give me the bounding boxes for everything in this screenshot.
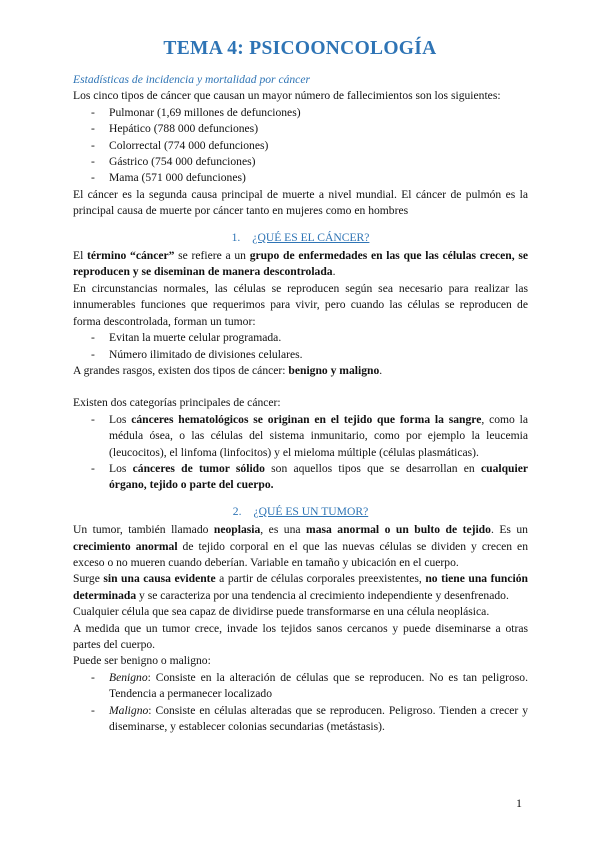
list-item: - Colorrectal (774 000 defunciones)	[73, 138, 528, 154]
section-heading-cancer: 1. ¿QUÉ ES EL CÁNCER?	[231, 230, 370, 244]
list-item: - Hepático (788 000 defunciones)	[73, 121, 528, 137]
page-number: 1	[516, 796, 522, 810]
list-item: - Número ilimitado de divisiones celulares.	[73, 347, 528, 363]
list-dash: -	[91, 155, 95, 169]
tumor-growth: A medida que un tumor crece, invade los tejidos sanos cercanos y puede diseminarse a otras partes del cuerpo.	[73, 621, 528, 651]
list-dash: -	[91, 105, 95, 119]
cancer-types-paragraph: A grandes rasgos, existen dos tipos de cáncer: benigno y maligno.	[73, 363, 383, 377]
list-item-malignant: - Maligno: Consiste en células alteradas que se reproducen. Peligroso. Tienden a crecer y diseminarse, y establecer colonias secundarias (metástasis).	[91, 703, 528, 734]
tumor-types-list	[73, 670, 528, 736]
list-item: - Gástrico (754 000 defunciones)	[73, 154, 528, 170]
tumor-cell-transformation: Cualquier célula que sea capaz de dividirse puede transformarse en una célula neoplásica.	[73, 605, 490, 619]
tumor-characteristics-list	[73, 330, 528, 363]
cancer-categories-lead: Existen dos categorías principales de cáncer:	[73, 396, 281, 410]
list-item-solid-tumor: - Los cánceres de tumor sólido son aquellos tipos que se desarrollan en cualquier órgano, tejido o parte del cuerpo.	[91, 461, 528, 492]
list-item-benign: - Benigno: Consiste en la alteración de células que se reproducen. No es tan peligroso. Tendencia a permanecer localizado	[91, 670, 528, 701]
tumor-types-lead: Puede ser benigno o maligno:	[73, 654, 211, 668]
list-dash: -	[91, 138, 95, 152]
list-dash: -	[91, 122, 95, 136]
cancer-categories-list	[73, 412, 528, 494]
list-dash: -	[91, 670, 95, 684]
list-item: - Evitan la muerte celular programada.	[73, 330, 528, 346]
statistics-subtitle: Estadísticas de incidencia y mortalidad por cáncer	[73, 73, 310, 86]
cancer-definition: El término “cáncer” se refiere a un grupo de enfermedades en las que las células crecen, se reproducen y se diseminan de manera descontrolada.	[73, 249, 528, 279]
document-title: TEMA 4: PSICOONCOLOGÍA	[163, 38, 437, 59]
document-body	[73, 72, 528, 735]
cancer-normal-circumstances: En circunstancias normales, las células se reproducen según sea necesario para realizar las innumerables funciones que requerimos para vivir, pero cuando las células se reproducen de forma descontrolada, forman un tumor:	[73, 281, 528, 328]
list-dash: -	[91, 171, 95, 185]
section-heading-tumor: 2. ¿QUÉ ES UN TUMOR?	[232, 504, 369, 518]
statistics-closing: El cáncer es la segunda causa principal de muerte a nivel mundial. El cáncer de pulmón es la principal causa de muerte por cáncer tanto en mujeres como en hombres	[73, 187, 528, 218]
list-dash: -	[91, 331, 95, 345]
list-item-hematologic: - Los cánceres hematológicos se originan en el tejido que forma la sangre, como la médula ósea, o las células del sistema inmunitario, como por ejemplo la leucemia (leucocitos), el linfoma (linfocitos) y el mieloma múltiple (células plasmáticas).	[91, 412, 528, 459]
list-dash: -	[91, 412, 95, 426]
tumor-definition: Un tumor, también llamado neoplasia, es una masa anormal o un bulto de tejido. Es un crecimiento anormal de tejido corporal en el que las nuevas células se dividen y crecen en exceso o no mueren cuando deberían. Variable en tamaño y ubicación en el cuerpo.	[73, 523, 528, 569]
cancer-types-list	[73, 105, 528, 187]
list-dash: -	[91, 703, 95, 717]
list-dash: -	[91, 347, 95, 361]
list-item: - Pulmonar (1,69 millones de defunciones)	[73, 105, 528, 121]
tumor-origin: Surge sin una causa evidente a partir de células corporales preexistentes, no tiene una función determinada y se caracteriza por una tendencia al crecimiento independiente y desenfrenado.	[73, 572, 528, 602]
list-dash: -	[91, 461, 95, 475]
statistics-lead: Los cinco tipos de cáncer que causan un mayor número de fallecimientos son los siguientes:	[73, 89, 501, 103]
list-item: - Mama (571 000 defunciones)	[73, 170, 528, 186]
